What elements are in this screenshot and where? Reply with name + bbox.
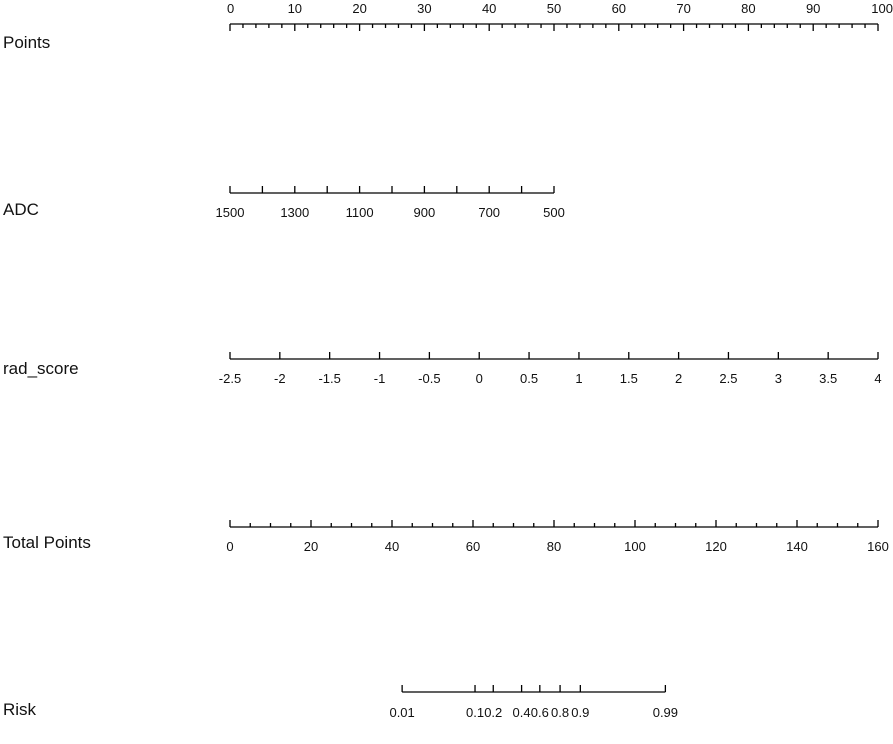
tick-label: 3.5 xyxy=(819,371,838,386)
nomogram-rows xyxy=(3,1,893,720)
tick-label: 0.6 xyxy=(530,705,549,720)
tick-label: 3 xyxy=(774,371,782,386)
tick-label: 2.5 xyxy=(719,371,738,386)
tick-label: 20 xyxy=(352,1,367,16)
tick-label: 50 xyxy=(546,1,562,16)
tick-label: -2.5 xyxy=(218,371,242,386)
tick-label: -0.5 xyxy=(418,371,441,386)
row-label-risk: Risk xyxy=(3,700,37,719)
tick-label: 0.9 xyxy=(571,705,590,720)
tick-label: 70 xyxy=(676,1,691,16)
tick-label: 0 xyxy=(227,1,235,16)
tick-label: 4 xyxy=(874,371,882,386)
row-label-adc: ADC xyxy=(3,200,39,219)
tick-label: 0 xyxy=(475,371,483,386)
row-label-rad-score: rad_score xyxy=(3,359,79,378)
tick-label: -1 xyxy=(373,371,386,386)
row-risk xyxy=(3,685,678,720)
tick-label: 0.01 xyxy=(389,705,415,720)
tick-label: 1 xyxy=(575,371,583,386)
tick-label: 40 xyxy=(384,539,400,554)
tick-label: 700 xyxy=(478,205,501,220)
tick-label: 1300 xyxy=(280,205,310,220)
tick-label: 60 xyxy=(611,1,627,16)
tick-label: 2 xyxy=(674,371,683,386)
row-rad-score xyxy=(3,352,882,386)
tick-label: 140 xyxy=(786,539,808,554)
tick-label: 1500 xyxy=(215,205,245,220)
tick-label: 160 xyxy=(867,539,889,554)
tick-label: -2 xyxy=(274,371,286,386)
tick-label: 0.4 xyxy=(512,705,531,720)
tick-label: 60 xyxy=(465,539,481,554)
tick-label: 0 xyxy=(226,539,234,554)
tick-label: 100 xyxy=(871,1,893,16)
tick-label: 0.8 xyxy=(551,705,570,720)
tick-label: 120 xyxy=(705,539,727,554)
tick-label: 80 xyxy=(546,539,562,554)
tick-label: 1.5 xyxy=(619,371,638,386)
tick-label: 80 xyxy=(741,1,756,16)
tick-label: 0.99 xyxy=(652,705,679,720)
tick-label: 0.2 xyxy=(484,705,503,720)
tick-label: 10 xyxy=(287,1,303,16)
tick-label: 30 xyxy=(417,1,432,16)
tick-label: 900 xyxy=(413,205,436,220)
tick-label: -1.5 xyxy=(318,371,341,386)
row-total-points xyxy=(3,520,889,554)
tick-label: 100 xyxy=(624,539,646,554)
row-points xyxy=(3,1,893,52)
tick-label: 40 xyxy=(481,1,497,16)
tick-label: 20 xyxy=(303,539,319,554)
row-label-points: Points xyxy=(3,33,51,52)
tick-label: 1100 xyxy=(345,205,374,220)
row-label-total-points: Total Points xyxy=(3,533,91,552)
tick-label: 0.1 xyxy=(465,705,485,720)
tick-label: 500 xyxy=(543,205,565,220)
row-adc xyxy=(3,186,565,220)
tick-label: 90 xyxy=(805,1,821,16)
tick-label: 0.5 xyxy=(520,371,539,386)
